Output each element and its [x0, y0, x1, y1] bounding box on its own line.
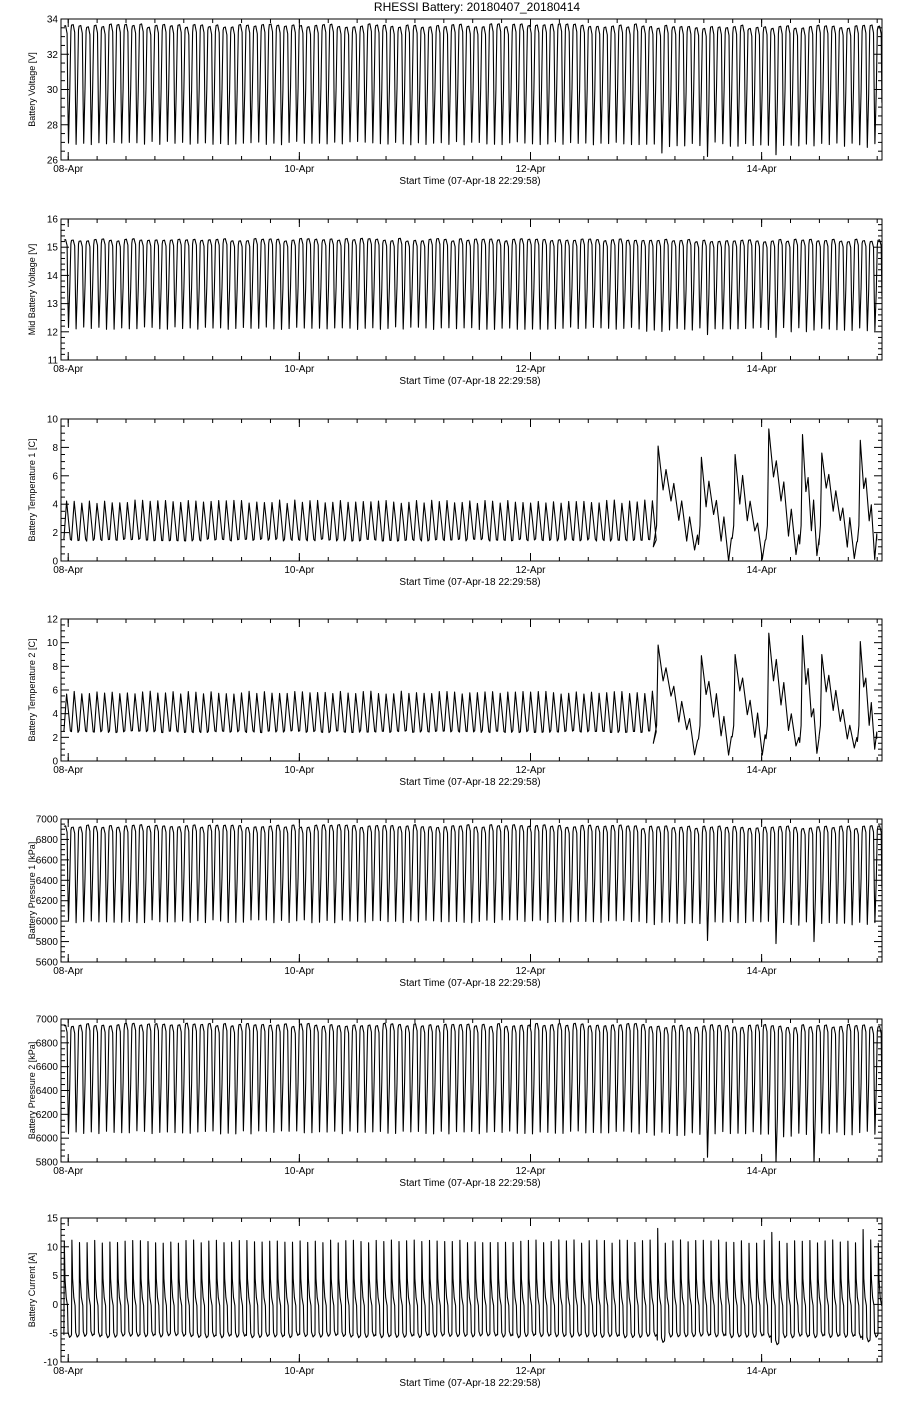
- x-tick-label: 10-Apr: [284, 164, 315, 175]
- x-tick-label: 14-Apr: [746, 164, 777, 175]
- y-tick-label: 4: [52, 499, 58, 511]
- chart-title: RHESSI Battery: 20180407_20180414: [373, 0, 581, 14]
- x-axis-label: Start Time (07-Apr-18 22:29:58): [399, 376, 541, 387]
- y-axis-label: Battery Current [A]: [27, 1252, 37, 1328]
- x-tick-label: 14-Apr: [746, 966, 777, 977]
- y-tick-label: 6800: [35, 834, 58, 846]
- x-tick-label: 14-Apr: [746, 1166, 777, 1177]
- y-tick-label: 6: [52, 471, 58, 483]
- series-line: [64, 633, 877, 755]
- panel-7: [27, 1214, 882, 1390]
- y-tick-label: 0: [52, 556, 58, 568]
- series-line: [64, 24, 882, 157]
- y-tick-label: 6: [52, 685, 58, 697]
- y-tick-label: 34: [46, 14, 58, 26]
- x-tick-label: 12-Apr: [515, 565, 546, 576]
- series-line: [64, 238, 882, 337]
- y-tick-label: 5800: [35, 1157, 58, 1169]
- x-tick-label: 08-Apr: [53, 364, 84, 375]
- y-tick-label: 5800: [35, 937, 58, 949]
- y-axis-label: Battery Pressure 1 [kPa]: [27, 841, 37, 940]
- y-tick-label: 6000: [35, 1133, 58, 1145]
- x-axis-label: Start Time (07-Apr-18 22:29:58): [399, 777, 541, 788]
- y-tick-label: 4: [52, 709, 58, 721]
- panel-6: [27, 1015, 882, 1190]
- y-tick-label: 16: [46, 214, 58, 226]
- x-tick-label: 10-Apr: [284, 1366, 315, 1377]
- y-tick-label: 13: [46, 299, 58, 311]
- x-tick-label: 14-Apr: [746, 364, 777, 375]
- x-tick-label: 14-Apr: [746, 1366, 777, 1377]
- y-tick-label: 6600: [35, 1062, 58, 1074]
- x-tick-label: 12-Apr: [515, 1166, 546, 1177]
- panel-5: [27, 815, 882, 990]
- series-line: [64, 1023, 882, 1162]
- y-tick-label: 10: [46, 638, 58, 650]
- x-tick-label: 08-Apr: [53, 1166, 84, 1177]
- panel-1: [27, 15, 882, 188]
- panel-frame: [61, 619, 882, 761]
- y-tick-label: 28: [46, 120, 58, 132]
- y-tick-label: 6800: [35, 1038, 58, 1050]
- x-tick-label: 08-Apr: [53, 966, 84, 977]
- y-tick-label: 6000: [35, 916, 58, 928]
- x-tick-label: 12-Apr: [515, 765, 546, 776]
- panel-frame: [61, 1218, 882, 1362]
- y-tick-label: 32: [46, 49, 58, 61]
- y-tick-label: 6400: [35, 875, 58, 887]
- x-tick-label: 08-Apr: [53, 765, 84, 776]
- y-tick-label: 5600: [35, 957, 58, 969]
- series-line: [64, 1228, 882, 1344]
- y-tick-label: 10: [46, 1242, 58, 1254]
- y-axis-label: Battery Temperature 1 [C]: [27, 438, 37, 542]
- x-tick-label: 08-Apr: [53, 164, 84, 175]
- y-tick-label: 6600: [35, 855, 58, 867]
- x-axis-label: Start Time (07-Apr-18 22:29:58): [399, 1178, 541, 1189]
- x-axis-label: Start Time (07-Apr-18 22:29:58): [399, 1378, 541, 1389]
- panel-2: [27, 215, 882, 388]
- y-tick-label: 8: [52, 661, 58, 673]
- x-tick-label: 12-Apr: [515, 1366, 546, 1377]
- y-axis-label: Battery Voltage [V]: [27, 52, 37, 127]
- y-tick-label: 10: [46, 414, 58, 426]
- x-tick-label: 14-Apr: [746, 765, 777, 776]
- y-axis-label: Battery Pressure 2 [kPa]: [27, 1041, 37, 1140]
- x-tick-label: 08-Apr: [53, 1366, 84, 1377]
- y-axis-label: Mid Battery Voltage [V]: [27, 243, 37, 336]
- x-tick-label: 10-Apr: [284, 565, 315, 576]
- x-axis-label: Start Time (07-Apr-18 22:29:58): [399, 978, 541, 989]
- x-tick-label: 10-Apr: [284, 966, 315, 977]
- x-tick-label: 10-Apr: [284, 1166, 315, 1177]
- y-tick-label: 8: [52, 442, 58, 454]
- y-axis-label: Battery Temperature 2 [C]: [27, 638, 37, 742]
- x-tick-label: 10-Apr: [284, 364, 315, 375]
- x-tick-label: 14-Apr: [746, 565, 777, 576]
- y-tick-label: 6400: [35, 1086, 58, 1097]
- y-tick-label: 15: [46, 1213, 58, 1225]
- y-tick-label: 7000: [35, 1014, 58, 1026]
- y-tick-label: 30: [46, 85, 58, 96]
- x-tick-label: 12-Apr: [515, 164, 546, 175]
- y-tick-label: 0: [52, 756, 58, 768]
- y-tick-label: 15: [46, 242, 58, 254]
- y-tick-label: 0: [52, 1299, 58, 1311]
- series-line: [64, 825, 882, 944]
- y-tick-label: 14: [46, 270, 58, 282]
- x-axis-label: Start Time (07-Apr-18 22:29:58): [399, 176, 541, 187]
- y-tick-label: 12: [46, 327, 58, 339]
- panel-4: [27, 615, 882, 789]
- y-tick-label: 11: [47, 355, 58, 367]
- y-tick-label: 5: [52, 1271, 58, 1283]
- x-tick-label: 08-Apr: [53, 565, 84, 576]
- y-tick-label: 2: [52, 528, 58, 540]
- y-tick-label: 7000: [35, 814, 58, 826]
- series-line: [64, 429, 877, 561]
- y-tick-label: -5: [49, 1328, 58, 1340]
- x-tick-label: 10-Apr: [284, 765, 315, 776]
- panel-3: [27, 415, 882, 589]
- x-axis-label: Start Time (07-Apr-18 22:29:58): [399, 577, 541, 588]
- y-tick-label: -10: [43, 1357, 58, 1369]
- y-tick-label: 12: [46, 614, 58, 626]
- y-tick-label: 6200: [35, 1109, 58, 1121]
- x-tick-label: 12-Apr: [515, 364, 546, 375]
- y-tick-label: 6200: [35, 896, 58, 908]
- y-tick-label: 26: [46, 155, 58, 167]
- x-tick-label: 12-Apr: [515, 966, 546, 977]
- y-tick-label: 2: [52, 732, 58, 744]
